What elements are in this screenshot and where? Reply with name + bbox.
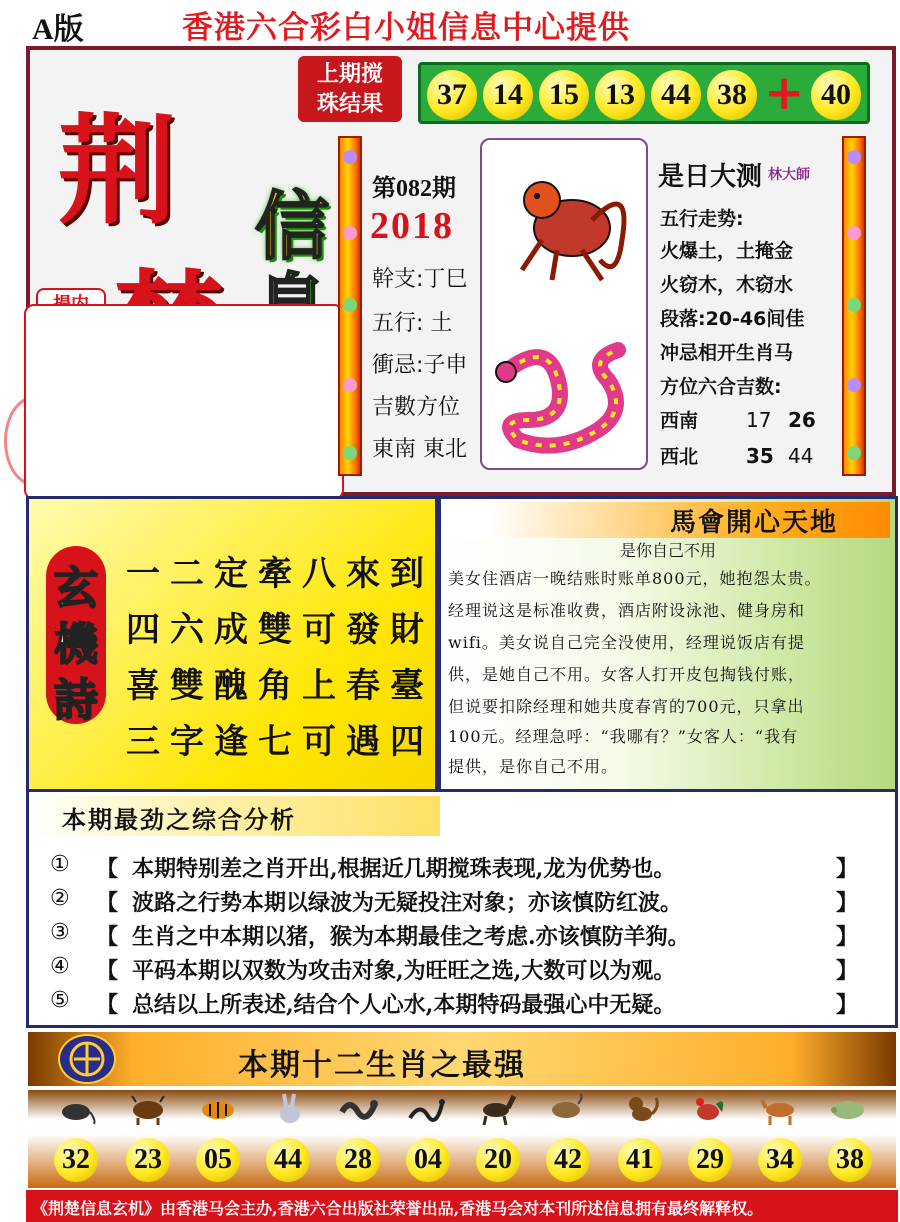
- rabbit-icon: [270, 1092, 310, 1126]
- poem-line: 三字逢七可遇四: [126, 722, 434, 762]
- issue-line: 吉數方位: [372, 395, 461, 420]
- story-header: 馬會開心天地: [670, 508, 839, 538]
- snake-icon: [488, 330, 638, 460]
- story-line: 供，是她自己不用。女客人打开皮包掏钱付账，: [448, 665, 806, 684]
- result-ball: 14: [483, 70, 533, 120]
- rat-icon: [56, 1092, 96, 1126]
- pillar-gem: [847, 378, 861, 392]
- zodiac-number-ball: 04: [406, 1138, 450, 1182]
- rooster-icon: [688, 1092, 728, 1126]
- pillar-gem: [847, 226, 861, 240]
- poem-badge-char: 玄: [54, 563, 98, 614]
- pillar-gem: [343, 226, 357, 240]
- zodiac-number-ball: 38: [828, 1138, 872, 1182]
- pillar-gem: [343, 446, 357, 460]
- last-draw-label-line2: 珠结果: [316, 91, 383, 117]
- lucky-number: 44: [788, 444, 814, 468]
- issue-year: 2018: [370, 205, 454, 247]
- page-title: 香港六合彩白小姐信息中心提供: [182, 10, 630, 46]
- story-line: 100元。经理急呼：“我哪有？”女客人：“我有: [448, 727, 799, 746]
- poem-badge: [46, 546, 106, 724]
- last-draw-label: [298, 56, 402, 122]
- zodiac-number-ball: 32: [54, 1138, 98, 1182]
- pillar-gem: [847, 150, 861, 164]
- tiger-icon: [198, 1092, 238, 1126]
- direction-label: 西北: [660, 446, 699, 468]
- brand-char-2: [110, 232, 228, 302]
- open-bracket: 【: [96, 924, 119, 950]
- story-line: 但说要扣除经理和她共度春宵的700元，只拿出: [448, 697, 805, 716]
- emblem-icon: [60, 1036, 114, 1082]
- horse-icon: [478, 1092, 518, 1126]
- zodiac-number-ball: 34: [758, 1138, 802, 1182]
- close-bracket: 】: [836, 890, 859, 916]
- story-line: 美女住酒店一晚结账时账单800元，她抱怨太贵。: [448, 569, 822, 588]
- dragon-icon: [338, 1092, 378, 1126]
- zodiac-number-ball: 41: [618, 1138, 662, 1182]
- pillar-gem: [343, 378, 357, 392]
- snake-icon: [406, 1092, 446, 1126]
- master-name: 林大師: [768, 167, 810, 183]
- info-char-1: 信: [255, 184, 329, 270]
- goat-icon: [546, 1092, 586, 1126]
- analysis-item-number: ④: [50, 954, 70, 979]
- analysis-item-number: ③: [50, 920, 70, 945]
- pig-icon: [828, 1092, 868, 1126]
- lucky-number: 35: [746, 444, 774, 468]
- zodiac-number-ball: 28: [336, 1138, 380, 1182]
- prediction-title: 是日大测: [658, 162, 763, 192]
- issue-line: 五行: 土: [372, 311, 453, 336]
- plus-sign: +: [764, 65, 805, 121]
- result-ball: 44: [651, 70, 701, 120]
- analysis-item-text: 波路之行势本期以绿波为无疑投注对象；亦该慎防红波。: [132, 890, 683, 916]
- prediction-line: 段落:20-46间佳: [660, 308, 805, 330]
- analysis-item-text: 总结以上所表述,结合个人心水,本期特码最强心中无疑。: [132, 992, 676, 1018]
- issue-number: 第082期: [372, 176, 456, 202]
- zodiac-number-ball: 29: [688, 1138, 732, 1182]
- zodiac-number-ball: 23: [126, 1138, 170, 1182]
- zodiac-number-ball: 42: [546, 1138, 590, 1182]
- close-bracket: 】: [836, 958, 859, 984]
- pillar-gem: [343, 150, 357, 164]
- poem-line: 四六成雙可發財: [126, 610, 434, 650]
- zodiac-number-ball: 44: [266, 1138, 310, 1182]
- last-draw-results: [418, 62, 870, 124]
- prediction-line: 方位六合吉数:: [660, 376, 782, 398]
- issue-line: 幹支:丁巳: [372, 267, 468, 292]
- blank-placeholder-box: [24, 304, 344, 500]
- story-title: 是你自己不用: [620, 541, 717, 560]
- zodiac-number-ball: 20: [476, 1138, 520, 1182]
- analysis-item-text: 平码本期以双数为攻击对象,为旺旺之选,大数可以为观。: [132, 958, 676, 984]
- prediction-line: 冲忌相开生肖马: [660, 342, 794, 364]
- prediction-line: 火窃木，木窃水: [660, 274, 794, 296]
- result-ball: 38: [707, 70, 757, 120]
- poem-line: 喜雙醜角上春臺: [126, 666, 434, 706]
- issue-line: 東南 東北: [372, 437, 467, 462]
- poem-badge-char: 詩: [54, 675, 98, 726]
- zodiac-title: 本期十二生肖之最强: [238, 1048, 526, 1083]
- edition-label: A版: [32, 13, 84, 46]
- footer-text: 《荆楚信息玄机》由香港马会主办,香港六合出版社荣誉出品,香港马会对本刊所述信息拥有最终解释权。: [32, 1199, 764, 1218]
- dog-icon: [760, 1092, 800, 1126]
- open-bracket: 【: [96, 890, 119, 916]
- analysis-item-text: 本期特别差之肖开出,根据近几期搅珠表现,龙为优势也。: [132, 856, 676, 882]
- analysis-item-text: 生肖之中本期以猪，猴为本期最佳之考虑.亦该慎防羊狗。: [132, 924, 690, 950]
- result-ball: 37: [427, 70, 477, 120]
- story-line: wifi。美女说自己完全没使用，经理说饭店有提: [448, 633, 805, 652]
- open-bracket: 【: [96, 856, 119, 882]
- ox-icon: [128, 1092, 168, 1126]
- close-bracket: 】: [836, 856, 859, 882]
- zodiac-number-ball: 05: [196, 1138, 240, 1182]
- result-ball: 15: [539, 70, 589, 120]
- decorative-pillar-right: [842, 136, 866, 476]
- last-draw-label-line1: 上期搅: [316, 61, 383, 87]
- lucky-number: 26: [788, 408, 816, 432]
- special-ball: 40: [811, 70, 861, 120]
- analysis-title: 本期最劲之综合分析: [62, 806, 296, 834]
- close-bracket: 】: [836, 992, 859, 1018]
- close-bracket: 】: [836, 924, 859, 950]
- issue-line: 衝忌:子申: [372, 353, 468, 378]
- decorative-pillar-left: [338, 136, 362, 476]
- info-char-2: [255, 250, 329, 304]
- story-line: 提供，是你自己不用。: [448, 757, 619, 776]
- logo-emblem-icon: [58, 1034, 116, 1084]
- story-line: 经理说这是标准收费，酒店附设泳池、健身房和: [448, 601, 806, 620]
- pillar-gem: [343, 298, 357, 312]
- poem-badge-char: 機: [54, 619, 98, 670]
- direction-label: 西南: [660, 410, 699, 432]
- open-bracket: 【: [96, 958, 119, 984]
- lucky-number: 17: [746, 408, 772, 432]
- prediction-line: 火爆土，土掩金: [660, 240, 794, 262]
- analysis-item-number: ①: [50, 852, 70, 877]
- prediction-line: 五行走势:: [660, 208, 744, 230]
- monkey-icon: [620, 1092, 660, 1126]
- analysis-item-number: ⑤: [50, 988, 70, 1013]
- analysis-item-number: ②: [50, 886, 70, 911]
- pillar-gem: [847, 446, 861, 460]
- poem-line: 一二定牽八來到: [126, 554, 434, 594]
- open-bracket: 【: [96, 992, 119, 1018]
- pillar-gem: [847, 298, 861, 312]
- brand-char-1: 荆: [58, 101, 177, 240]
- result-ball: 13: [595, 70, 645, 120]
